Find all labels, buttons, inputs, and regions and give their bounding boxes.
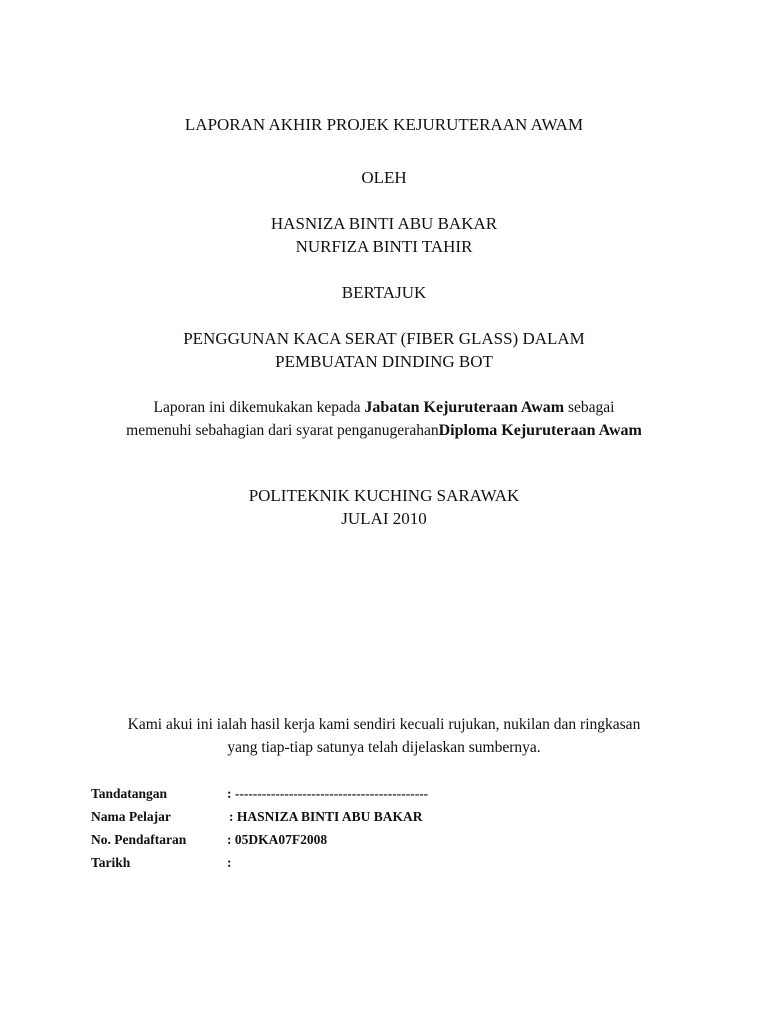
by-label: OLEH (361, 168, 407, 187)
student-name-row (91, 807, 691, 827)
diploma-name: Diploma Kejuruteraan Awam (438, 422, 642, 439)
submission-line-2 (0, 420, 768, 442)
report-title: LAPORAN AKHIR PROJEK KEJURUTERAAN AWAM (184, 115, 584, 134)
department-name: Jabatan Kejuruteraan Awam (364, 399, 565, 416)
institution-name: POLITEKNIK KUCHING SARAWAK (248, 486, 520, 505)
signature-row (91, 784, 691, 804)
date-row (91, 853, 691, 873)
signature-label: Tandatangan (91, 786, 168, 801)
titled-label: BERTAJUK (341, 283, 427, 302)
registration-row (91, 830, 691, 850)
student-name-value: : HASNIZA BINTI ABU BAKAR (229, 809, 423, 824)
report-date: JULAI 2010 (341, 509, 427, 528)
submission-line-1 (0, 397, 768, 419)
registration-label: No. Pendaftaran (91, 832, 187, 847)
submission-line-2-pre: memenuhi sebahagian dari syarat penganugerahan (126, 422, 439, 439)
registration-value: : 05DKA07F2008 (227, 832, 328, 847)
signature-value: : ------------------------------------------- (227, 786, 429, 801)
date-value: : (227, 855, 232, 870)
submission-line-1-post: sebagai (564, 399, 615, 416)
author-2: NURFIZA BINTI TAHIR (295, 237, 473, 256)
submission-line-1-pre: Laporan ini dikemukakan kepada (153, 399, 365, 416)
declaration-line-1: Kami akui ini ialah hasil kerja kami sendiri kecuali rujukan, nukilan dan ringkasan (127, 716, 641, 733)
date-label: Tarikh (91, 855, 131, 870)
author-1: HASNIZA BINTI ABU BAKAR (270, 214, 498, 233)
project-title-line-1: PENGGUNAN KACA SERAT (FIBER GLASS) DALAM (183, 329, 585, 348)
student-name-label: Nama Pelajar (91, 809, 171, 824)
project-title-line-2: PEMBUATAN DINDING BOT (275, 352, 493, 371)
declaration-line-2: yang tiap-tiap satunya telah dijelaskan sumbernya. (227, 739, 541, 756)
